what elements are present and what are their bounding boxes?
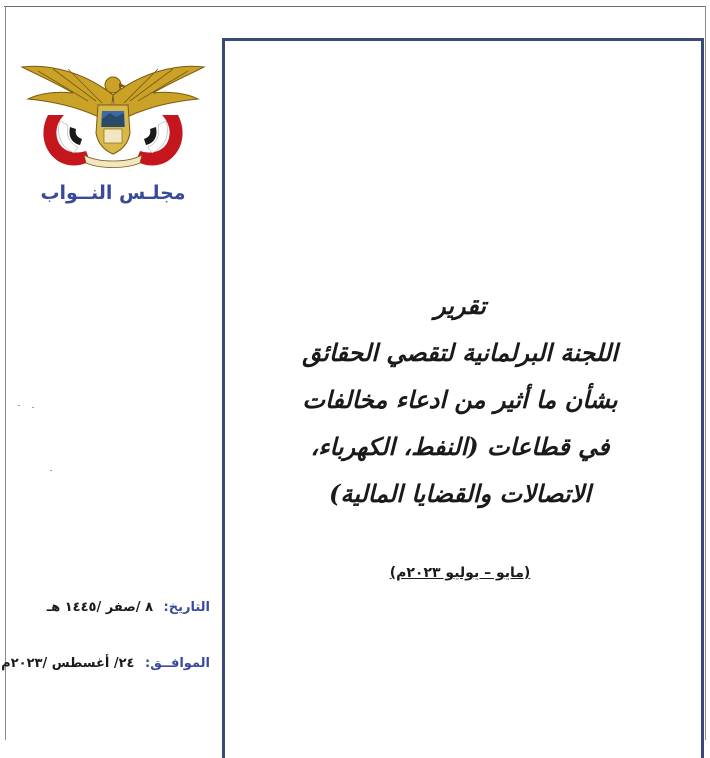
- title-line: بشأن ما أثير من ادعاء مخالفات: [302, 385, 618, 414]
- hijri-date: [10, 600, 210, 615]
- report-title: [240, 282, 680, 517]
- scan-speck: [18, 405, 20, 406]
- title-line: الاتصالات والقضايا المالية): [329, 479, 591, 508]
- page-left-border: [5, 6, 6, 740]
- council-name: مجلـس النــواب: [40, 182, 186, 204]
- page-top-line: [4, 6, 706, 7]
- scan-speck: [50, 470, 52, 471]
- hijri-date-value: ٨ /صفر /١٤٤٥ هـ: [46, 600, 153, 615]
- report-period: (مايو – يوليو ٢٠٢٣م): [389, 565, 531, 581]
- gregorian-date: [1, 656, 210, 671]
- scan-speck: [32, 407, 34, 408]
- title-line: اللجنة البرلمانية لتقصي الحقائق: [302, 338, 618, 367]
- hijri-date-label: التاريخ:: [163, 600, 210, 615]
- title-line: في قطاعات (النفط، الكهرباء،: [310, 432, 610, 461]
- gregorian-date-value: ٢٤/ أغسطس /٢٠٢٣م: [1, 656, 135, 671]
- page-right-border: [705, 6, 706, 740]
- yemen-eagle-emblem-icon: [18, 55, 208, 170]
- title-line: تقرير: [434, 291, 486, 320]
- gregorian-date-label: الموافــق:: [145, 656, 210, 671]
